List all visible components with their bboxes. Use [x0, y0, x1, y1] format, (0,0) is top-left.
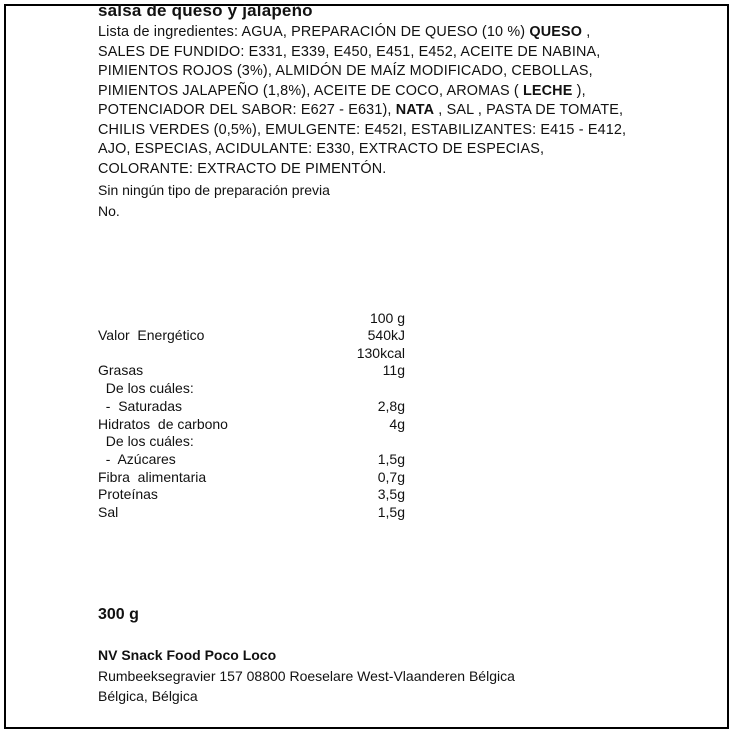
nutrition-header: 100 g: [369, 310, 405, 326]
nutrition-value: 540kJ: [367, 327, 405, 343]
nutrition-label: Hidratos de carbono: [98, 415, 228, 432]
nutrition-value: 1,5g: [377, 450, 405, 467]
nutrition-value: 130kcal: [356, 344, 405, 361]
nutrition-value: 3,5g: [377, 486, 405, 503]
ingredient-text: Lista de ingredientes: AGUA, PREPARACIÓN DE QUESO (10 %): [98, 24, 530, 40]
nutrition-label: - Saturadas: [98, 397, 183, 414]
net-weight: 300 g: [98, 606, 139, 623]
ingredients-list: [98, 23, 628, 179]
ingredient-text: , SAL , PASTA DE TOMATE, CHILIS VERDES (0,5%), EMULGENTE: E452I, ESTABILIZANTES: E415 - E412, AJO, ESPECIAS, ACIDULANTE: E330, EXTRACTO DE ESPECIAS, COLORANTE: EXTRACTO DE PIMENTÓN.: [98, 102, 627, 177]
company-address: Rumbeeksegravier 157 08800 Roeselare West-Vlaanderen Bélgica: [98, 668, 515, 684]
nutrition-label: Proteínas: [98, 486, 158, 503]
allergen-text: NATA: [395, 102, 435, 118]
nutrition-label: Valor Energético: [98, 327, 205, 343]
company-name: NV Snack Food Poco Loco: [98, 647, 277, 663]
preparation-answer: No.: [98, 203, 120, 219]
nutrition-value: 4g: [389, 415, 405, 432]
company-country: Bélgica, Bélgica: [98, 688, 198, 704]
nutrition-value: 1,5g: [377, 504, 405, 520]
nutrition-label: - Azúcares: [98, 450, 176, 467]
ingredient-text: ), POTENCIADOR DEL SABOR: E627 - E631),: [98, 82, 586, 118]
product-title: salsa de queso y jalapeño: [98, 1, 313, 20]
preparation-instructions: Sin ningún tipo de preparación previa: [98, 182, 330, 198]
ingredient-text: , SALES DE FUNDIDO: E331, E339, E450, E451, E452, ACEITE DE NABINA, PIMIENTOS ROJOS (3%), ALMIDÓN DE MAÍZ MODIFICADO, CEBOLLAS, PIMIENTOS JALAPEÑO (1,8%), ACEITE DE COCO, AROMAS (: [98, 24, 601, 99]
nutrition-value: 2,8g: [377, 397, 405, 414]
allergen-text: LECHE: [522, 82, 573, 99]
preparation-block: [98, 180, 330, 222]
nutrition-label: De los cuáles:: [98, 433, 194, 450]
nutrition-label: Fibra alimentaria: [98, 468, 207, 485]
nutrition-label: Grasas: [98, 362, 144, 379]
allergen-text: QUESO: [529, 24, 583, 40]
nutrition-value: 0,7g: [377, 468, 405, 485]
nutrition-label: Sal: [98, 504, 119, 520]
nutrition-label: De los cuáles:: [98, 380, 194, 397]
nutrition-value: 11g: [382, 362, 405, 379]
